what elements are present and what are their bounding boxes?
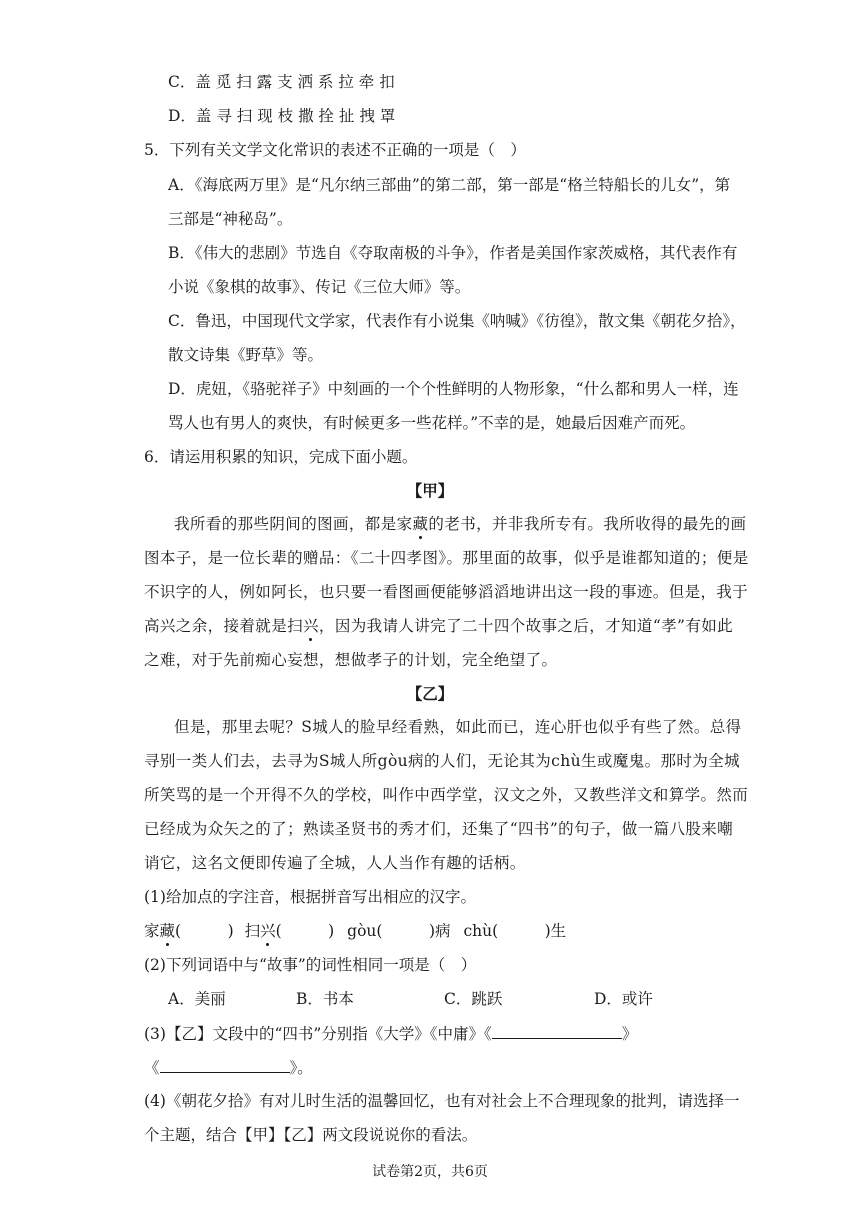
q5-option-a-line1: A．《海底两万里》是“凡尔纳三部曲”的第二部，第一部是“格兰特船长的儿女”，第 xyxy=(168,176,731,194)
q5-option-d-line2: 骂人也有男人的爽快，有时候更多一些花样。”不幸的是，她最后因难产而死。 xyxy=(168,414,696,432)
answer-blank-xing[interactable]: ( ) xyxy=(275,922,335,940)
answer-blank-chu[interactable]: chù( )生 xyxy=(463,922,567,940)
answer-blank-sishu-3[interactable] xyxy=(492,1023,622,1039)
question-6: 6．请运用积累的知识，完成下面小题。 xyxy=(144,448,418,466)
q5-option-b-line2: 小说《象棋的故事》、传记《三位大师》等。 xyxy=(168,278,471,296)
passage-yi-title: 【乙】 xyxy=(406,684,454,703)
q5-option-c-line1: C．鲁迅，中国现代文学家，代表作有小说集《呐喊》《彷徨》，散文集《朝花夕拾》， xyxy=(168,312,746,330)
answer-blank-gou[interactable]: gòu( )病 xyxy=(347,922,451,940)
q5-option-a-line2: 三部是“神秘岛”。 xyxy=(168,210,293,228)
passage-jia-line2: 图本子，是一位长辈的赠品：《二十四孝图》。那里面的故事，似乎是谁都知道的；便是 xyxy=(144,549,749,567)
dotted-char-xing-answer: 兴 xyxy=(260,922,276,940)
subquestion-1-items: 家藏( ) 扫兴( ) gòu( )病 chù( )生 xyxy=(144,922,567,940)
q5-option-b-line1: B．《伟大的悲剧》节选自《夺取南极的斗争》，作者是美国作家茨威格，其代表作有 xyxy=(168,244,738,262)
subquestion-3-line1: (3)【乙】文段中的“四书”分别指《大学》《中庸》《 》 xyxy=(144,1025,638,1043)
passage-yi-line3: 所笑骂的是一个开得不久的学校，叫作中西学堂，汉文之外，又教些洋文和算学。然而 xyxy=(144,786,749,804)
answer-blank-cang[interactable]: ( ) xyxy=(175,922,234,940)
passage-jia-line4: 高兴之余，接着就是扫兴，因为我请人讲完了二十四个故事之后，才知道“孝”有如此 xyxy=(144,617,734,635)
s2-option-d: D．或许 xyxy=(594,990,653,1008)
dotted-char-cang: 藏 xyxy=(412,515,429,533)
q5-option-c-line2: 散文诗集《野草》等。 xyxy=(168,346,324,364)
s2-option-a: A．美丽 xyxy=(168,990,226,1008)
dotted-char-xing: 兴 xyxy=(303,617,319,635)
passage-yi-line1: 但是，那里去呢？S城人的脸早经看熟，如此而已，连心肝也似乎有些了然。总得 xyxy=(174,718,742,736)
subquestion-4-line2: 个主题，结合【甲】【乙】两文段说说你的看法。 xyxy=(144,1126,478,1144)
subquestion-2: (2)下列词语中与“故事”的词性相同一项是（ ） xyxy=(144,956,477,974)
passage-jia-line5: 之难，对于先前痴心妄想，想做孝子的计划，完全绝望了。 xyxy=(144,651,558,669)
passage-yi-line5: 诮它，这名文便即传遍了全城，人人当作有趣的话柄。 xyxy=(144,854,526,872)
question-5: 5．下列有关文学文化常识的表述不正确的一项是（ ） xyxy=(144,141,526,159)
q5-option-d-line1: D．虎妞，《骆驼祥子》中刻画的一个个性鲜明的人物形象，“什么都和男人一样，连 xyxy=(168,380,739,398)
subquestion-4-line1: (4)《朝花夕拾》有对儿时生活的温馨回忆，也有对社会上不合理现象的批判，请选择一 xyxy=(144,1092,740,1110)
page-footer: 试卷第2页，共6页 xyxy=(372,1164,488,1180)
passage-yi-line2: 寻别一类人们去，去寻为S城人所gòu病的人们，无论其为chù生或魔鬼。那时为全城 xyxy=(144,752,741,770)
passage-jia-line1: 我所看的那些阴间的图画，都是家藏的老书，并非我所专有。我所收得的最先的画 xyxy=(174,515,747,533)
passage-yi-line4: 已经成为众矢之的了；熟读圣贤书的秀才们，还集了“四书”的句子，做一篇八股来嘲 xyxy=(144,820,734,838)
option-d-q4: D．盖 寻 扫 现 枝 撒 拴 扯 拽 罩 xyxy=(168,107,396,125)
answer-blank-sishu-4[interactable] xyxy=(160,1057,290,1073)
passage-jia-title: 【甲】 xyxy=(406,481,454,500)
passage-jia-line3: 不识字的人，例如阿长，也只要一看图画便能够滔滔地讲出这一段的事迹。但是，我于 xyxy=(144,583,749,601)
subquestion-1: (1)给加点的字注音，根据拼音写出相应的汉字。 xyxy=(144,888,476,906)
s2-option-c: C．跳跃 xyxy=(444,990,503,1008)
dotted-char-cang-answer: 藏 xyxy=(159,922,176,940)
option-c-q4: C．盖 觅 扫 露 支 洒 系 拉 牵 扣 xyxy=(168,73,395,91)
s2-option-b: B．书本 xyxy=(296,990,354,1008)
subquestion-3-line2: 《 》。 xyxy=(144,1059,313,1077)
